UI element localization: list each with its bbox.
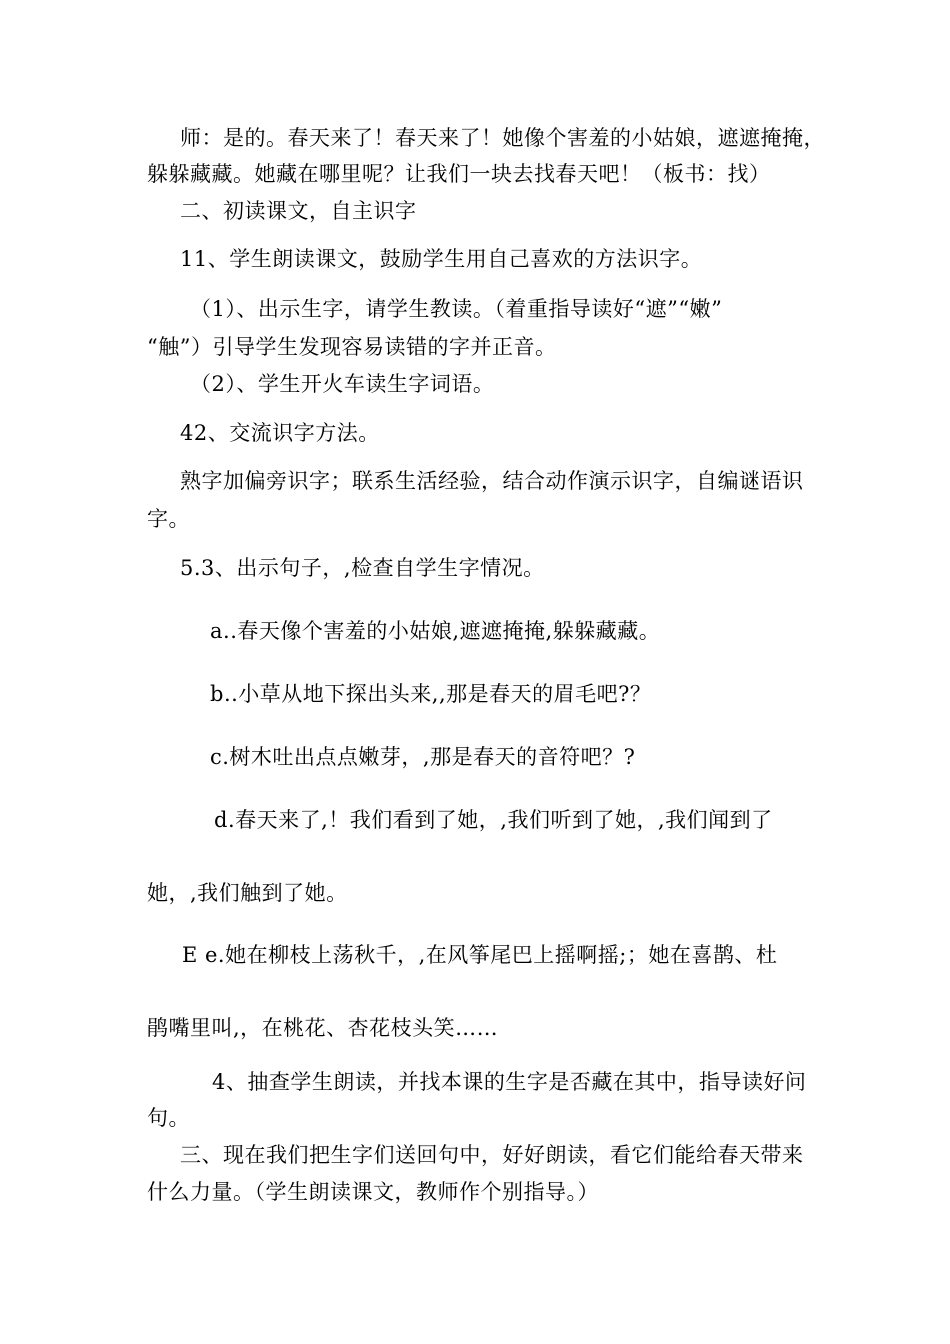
sentence-e-continued: 鹃嘴里叫,，在桃花、杏花枝头笑…… <box>147 1016 499 1040</box>
sentence-d-continued: 她，,我们触到了她。 <box>147 881 348 905</box>
text-line-9: 熟字加偏旁识字；联系生活经验，结合动作演示识字，自编谜语识 <box>180 469 804 493</box>
sentence-e: E e.她在柳枝上荡秋千，,在风筝尾巴上摇啊摇;；她在喜鹊、杜 <box>182 943 778 967</box>
text-line-1: 师：是的。春天来了！春天来了！她像个害羞的小姑娘，遮遮掩掩， <box>180 126 825 150</box>
sentence-b: b..小草从地下探出头来,,那是春天的眉毛吧?？ <box>210 682 652 706</box>
text-line-5: （1）、出示生字，请学生教读。（着重指导读好“遮”“嫩” <box>190 297 723 321</box>
text-line-22: 什么力量。（学生朗读课文，教师作个别指导。） <box>147 1180 599 1204</box>
sentence-a: a..春天像个害羞的小姑娘,遮遮掩掩,躲躲藏藏。 <box>210 619 661 643</box>
text-line-19: 4、抽查学生朗读，并找本课的生字是否藏在其中，指导读好问 <box>212 1070 807 1094</box>
sentence-c: c.树木吐出点点嫩芽，,那是春天的音符吧？? <box>210 745 636 769</box>
text-line-11: 5.3、出示句子，,检查自学生字情况。 <box>180 556 545 580</box>
section-heading-3: 三、现在我们把生字们送回句中，好好朗读，看它们能给春天带来 <box>180 1143 804 1167</box>
section-heading-2: 二、初读课文，自主识字 <box>180 199 417 223</box>
text-line-7: （2）、学生开火车读生字词语。 <box>190 372 495 396</box>
text-line-6: “触”）引导学生发现容易读错的字并正音。 <box>147 335 557 359</box>
text-line-2: 躲躲藏藏。她藏在哪里呢？让我们一块去找春天吧！（板书：找） <box>147 162 771 186</box>
text-line-4: 11、学生朗读课文，鼓励学生用自己喜欢的方法识字。 <box>180 247 703 271</box>
text-line-20: 句。 <box>147 1106 190 1130</box>
text-line-10: 字。 <box>147 507 190 531</box>
text-line-8: 42、交流识字方法。 <box>180 421 380 445</box>
sentence-d: d.春天来了,！我们看到了她，,我们听到了她，,我们闻到了 <box>214 808 773 832</box>
